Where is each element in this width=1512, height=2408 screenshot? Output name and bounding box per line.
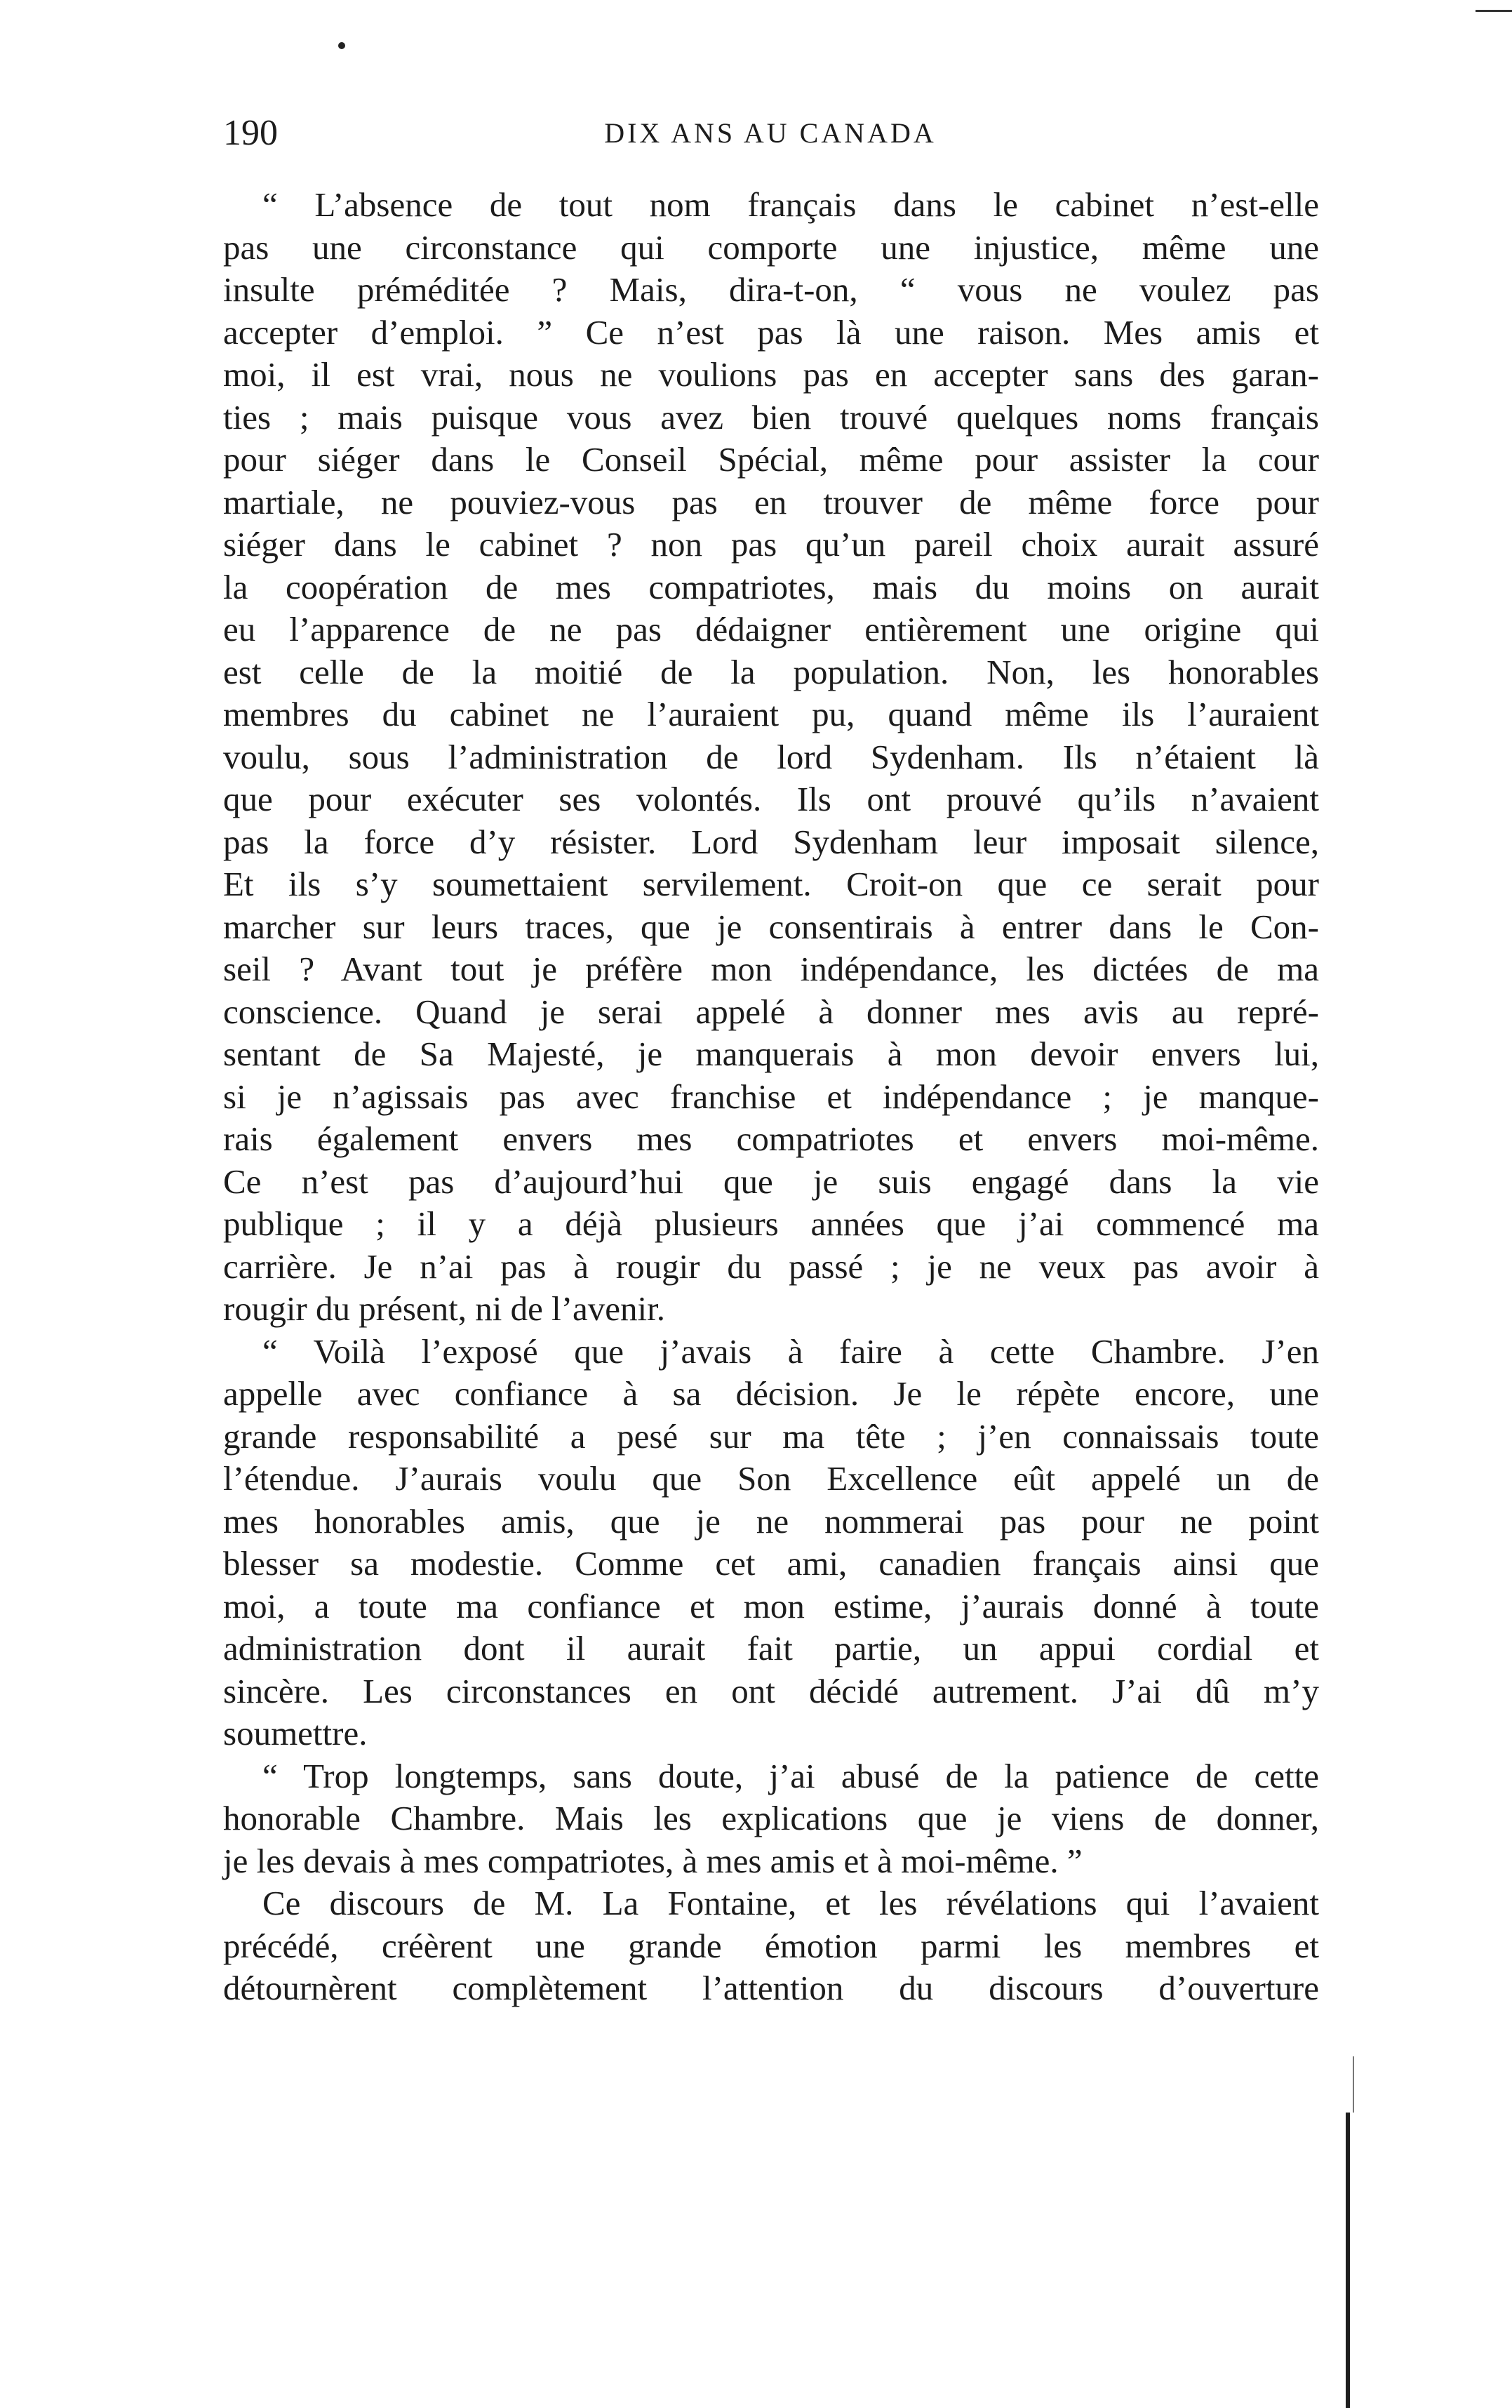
page-header (223, 105, 1318, 161)
text-line: pas une circonstance qui comporte une injustice, même une (223, 227, 1319, 267)
text-line: martiale, ne pouviez-vous pas en trouver de même force pour (223, 482, 1319, 521)
text-line: que pour exécuter ses volontés. Ils ont prouvé qu’ils n’avaient (223, 780, 1319, 818)
text-line: Ce n’est pas d’aujourd’hui que je suis engagé dans la vie (223, 1162, 1319, 1201)
text-line: seil ? Avant tout je préfère mon indépendance, les dictées de ma (223, 950, 1319, 988)
text-line: voulu, sous l’administration de lord Sydenham. Ils n’étaient là (223, 737, 1319, 776)
text-line: eu l’apparence de ne pas dédaigner entièrement une origine qui (223, 610, 1319, 648)
text-line: blesser sa modestie. Comme cet ami, canadien français ainsi que (223, 1544, 1319, 1583)
text-line: précédé, créèrent une grande émotion parmi les membres et (223, 1926, 1319, 1965)
text-line: si je n’agissais pas avec franchise et indépendance ; je manque- (223, 1077, 1319, 1116)
text-line: “ Trop longtemps, sans doute, j’ai abusé de la patience de cette (262, 1756, 1319, 1795)
text-line: siéger dans le cabinet ? non pas qu’un pareil choix aurait assuré (223, 525, 1319, 564)
text-line: conscience. Quand je serai appelé à donner mes avis au repré- (223, 992, 1319, 1031)
text-line: pas la force d’y résister. Lord Sydenham leur imposait silence, (223, 822, 1319, 861)
text-line: accepter d’emploi. ” Ce n’est pas là une raison. Mes amis et (223, 312, 1319, 352)
text-line: Ce discours de M. La Fontaine, et les révélations qui l’avaient (262, 1884, 1319, 1922)
text-line: administration dont il aurait fait partie, un appui cordial et (223, 1629, 1319, 1668)
page-number: 190 (223, 113, 278, 153)
text-line: ties ; mais puisque vous avez bien trouvé quelques noms français (223, 397, 1319, 437)
text-line: rougir du présent, ni de l’avenir. (223, 1289, 666, 1328)
text-line: membres du cabinet ne l’auraient pu, quand même ils l’auraient (223, 695, 1319, 733)
text-line: publique ; il y a déjà plusieurs années que j’ai commencé ma (223, 1204, 1319, 1243)
text-line: la coopération de mes compatriotes, mais du moins on aurait (223, 567, 1319, 606)
text-line: carrière. Je n’ai pas à rougir du passé ; je ne veux pas avoir à (223, 1246, 1319, 1286)
text-line: est celle de la moitié de la population. Non, les honorables (223, 652, 1319, 691)
text-line: sentant de Sa Majesté, je manquerais à mon devoir envers lui, (223, 1035, 1319, 1073)
text-line: pour siéger dans le Conseil Spécial, même pour assister la cour (223, 440, 1319, 479)
text-line: mes honorables amis, que je ne nommerai pas pour ne point (223, 1501, 1319, 1541)
text-line: Et ils s’y soumettaient servilement. Croit-on que ce serait pour (223, 865, 1319, 903)
text-line: grande responsabilité a pesé sur ma tête ; j’en connaissais toute (223, 1416, 1319, 1456)
text-line: “ Voilà l’exposé que j’avais à faire à cette Chambre. J’en (262, 1331, 1319, 1371)
scan-edge-shadow (1353, 2056, 1354, 2113)
scan-speck (338, 42, 345, 49)
text-line: rais également envers mes compatriotes et envers moi-même. (223, 1119, 1319, 1158)
text-line: moi, a toute ma confiance et mon estime, j’aurais donné à toute (223, 1586, 1319, 1625)
body-text (223, 184, 1319, 2010)
text-line: insulte préméditée ? Mais, dira-t-on, “ vous ne voulez pas (223, 270, 1319, 309)
text-line: moi, il est vrai, nous ne voulions pas en accepter sans des garan- (223, 355, 1319, 394)
scan-edge-mark (1476, 10, 1512, 12)
text-line: détournèrent complètement l’attention du discours d’ouverture (223, 1969, 1319, 2007)
running-head: DIX ANS AU CANADA (604, 117, 937, 149)
scan-edge-line (1346, 2113, 1350, 2408)
text-line: marcher sur leurs traces, que je consentirais à entrer dans le Con- (223, 907, 1319, 946)
text-line: sincère. Les circonstances en ont décidé autrement. J’ai dû m’y (223, 1671, 1319, 1710)
text-line: l’étendue. J’aurais voulu que Son Excellence eût appelé un de (223, 1459, 1319, 1498)
text-line: soumettre. (223, 1714, 368, 1752)
text-line: “ L’absence de tout nom français dans le cabinet n’est-elle (262, 185, 1319, 224)
text-line: honorable Chambre. Mais les explications que je viens de donner, (223, 1799, 1319, 1837)
text-line: appelle avec confiance à sa décision. Je le répète encore, une (223, 1374, 1319, 1413)
text-line: je les devais à mes compatriotes, à mes amis et à moi-même. ” (223, 1841, 1083, 1880)
